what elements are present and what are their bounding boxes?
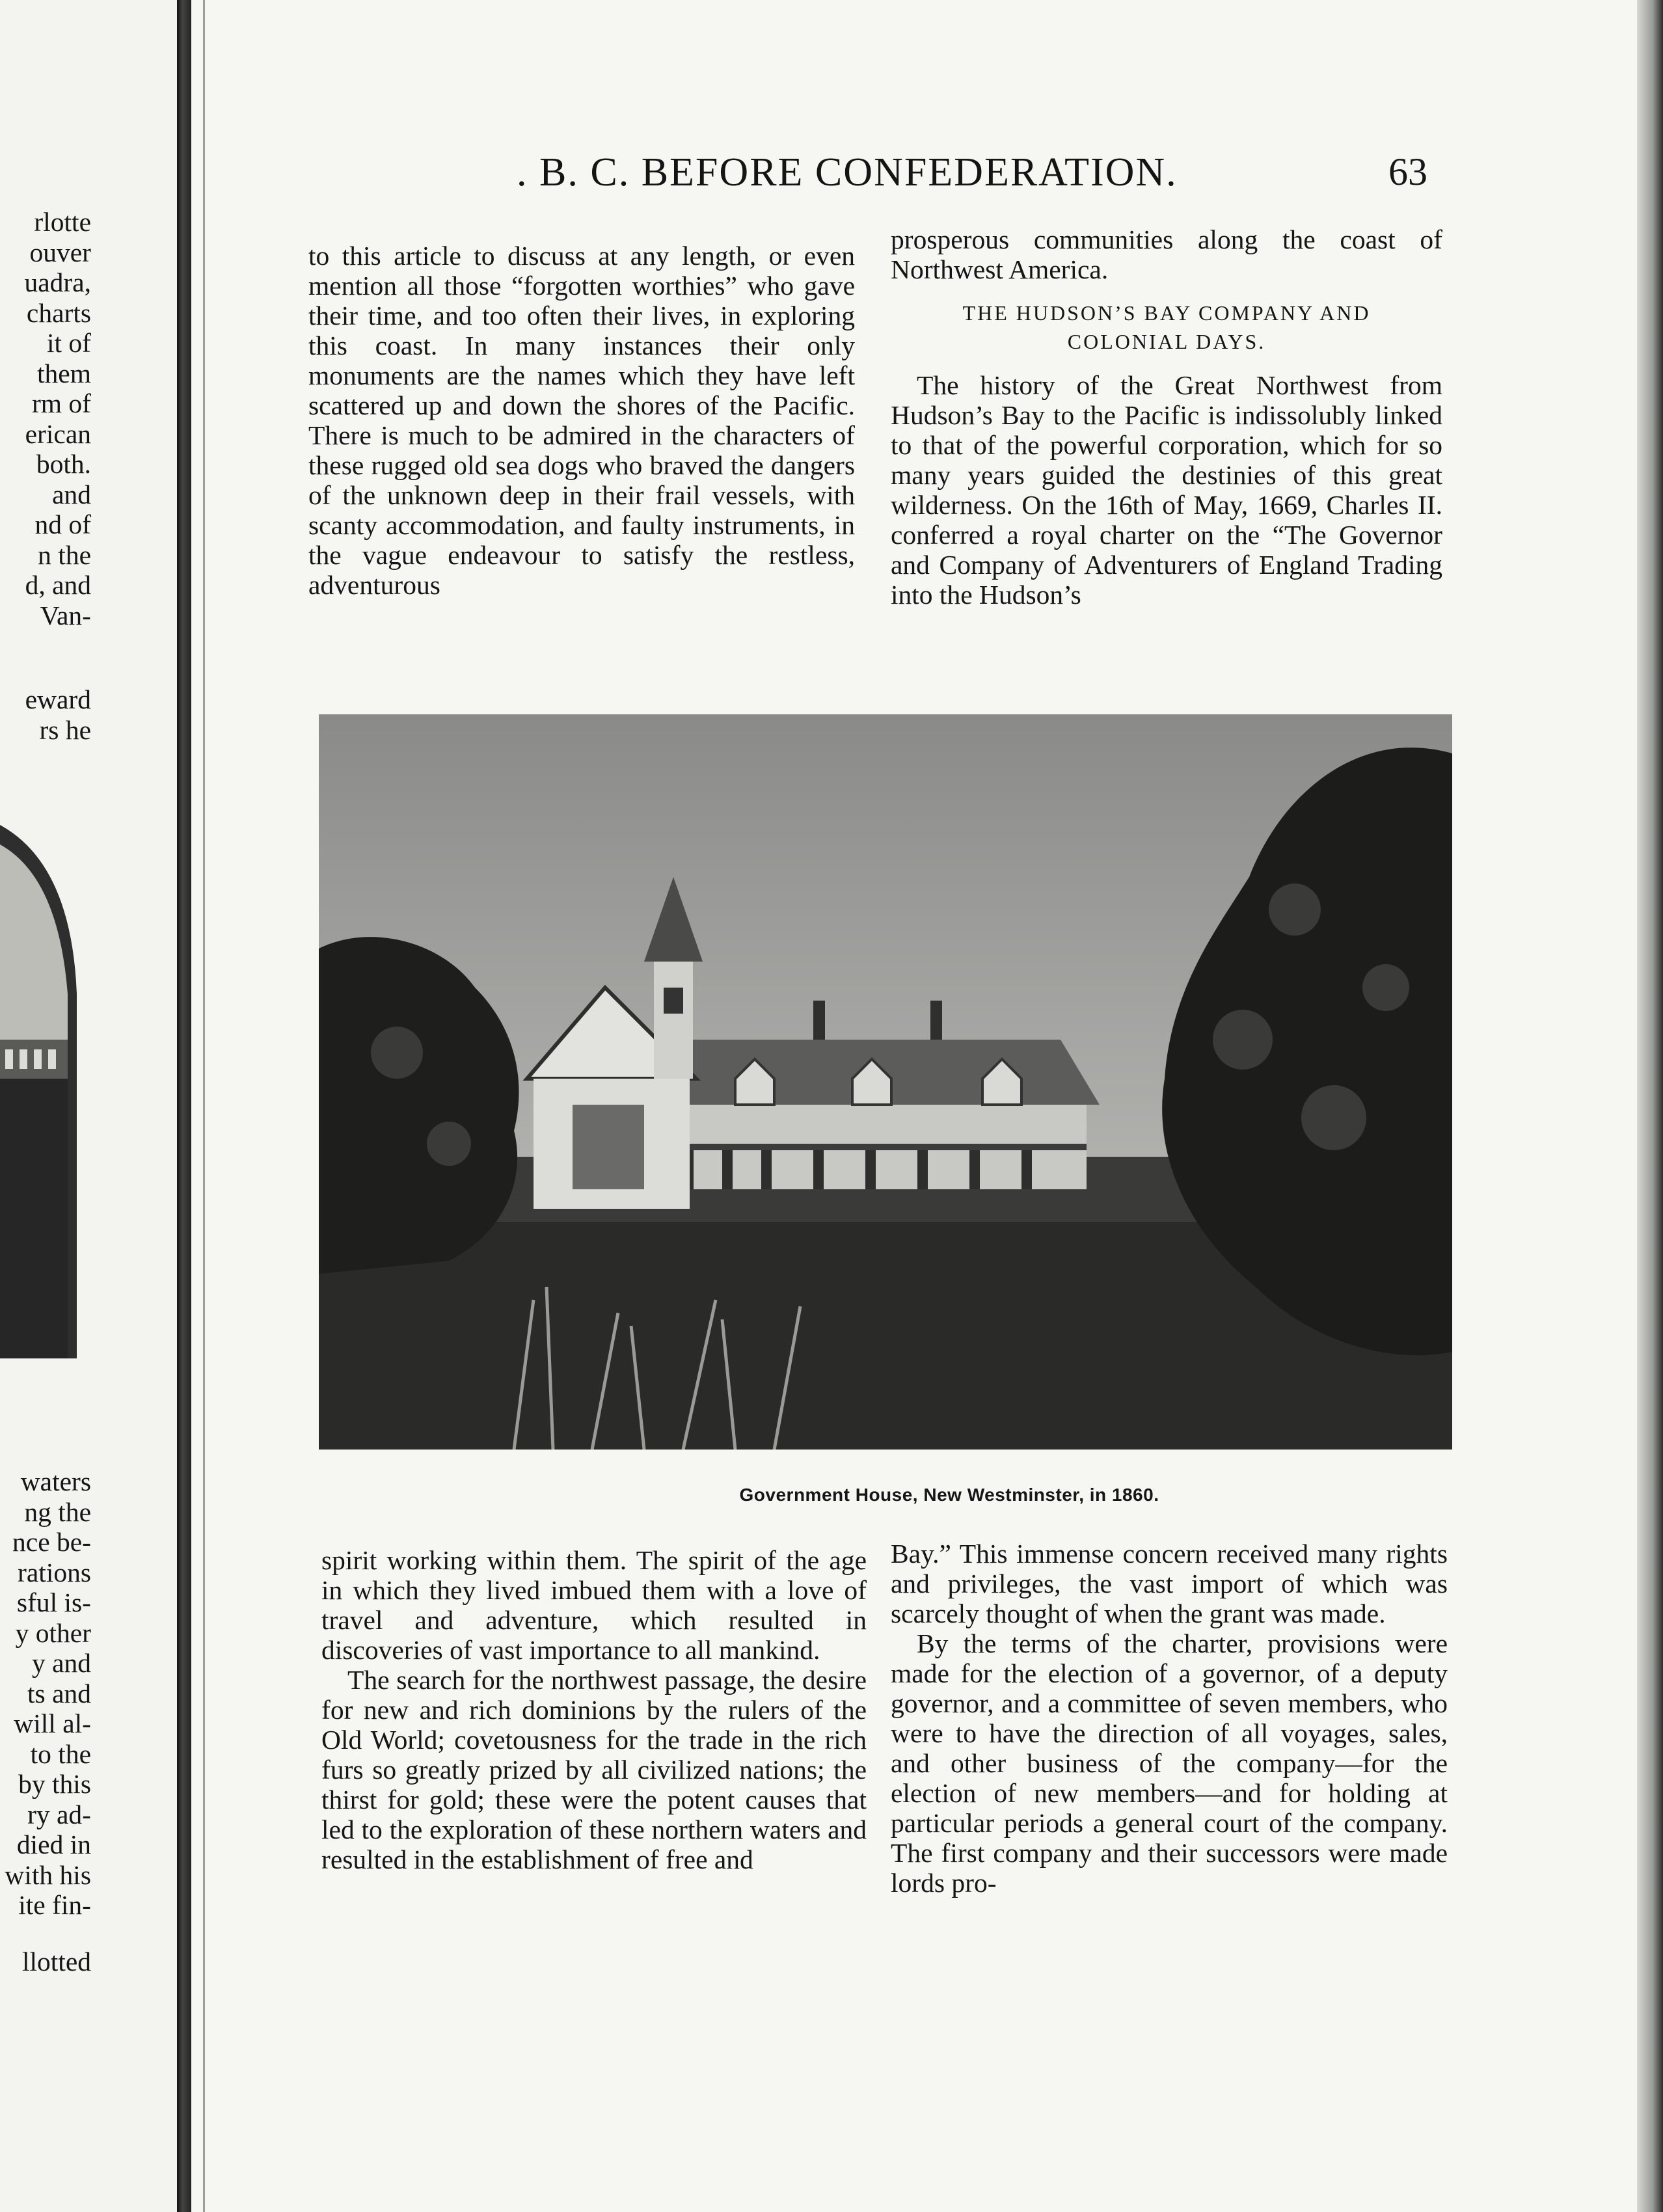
running-title: . B. C. BEFORE CONFEDERATION. xyxy=(517,150,1178,195)
left-fragment: d, and xyxy=(25,570,91,600)
section-heading xyxy=(891,299,1442,356)
left-fragment: ry ad- xyxy=(27,1799,91,1829)
left-fragment: ite fin- xyxy=(18,1890,91,1920)
paragraph: The search for the northwest passage, the desire for new and rich dominions by the rulers of the Old World; covetousness for the trade in the rich furs so greatly prized by all civilized nations; the thirst for gold; these were the potent causes that led to the exploration of these northern waters and resulted in the establishment of free and xyxy=(321,1665,867,1874)
left-fragment: n the xyxy=(38,539,91,570)
column-top-left xyxy=(308,241,855,600)
section-heading-line: THE HUDSON’S BAY COMPANY AND xyxy=(962,301,1371,325)
paragraph: The history of the Great Northwest from Hudson’s Bay to the Pacific is indissolubly linked to that of the powerful corporation, which for so many years guided the destinies of this great wilderness. On the 16th of May, 1669, Charles II. conferred a royal charter on the “The Governor and Company of Adventurers of England Trading into the Hudson’s xyxy=(891,370,1442,610)
left-fragment: uadra, xyxy=(24,267,91,297)
column-top-right xyxy=(891,224,1442,610)
left-fragment: rlotte xyxy=(34,207,91,237)
left-fragment: rations xyxy=(18,1557,91,1587)
paragraph: spirit working within them. The spirit of the age in which they lived imbued them with a love of travel and adventure, which resulted in discoveries of vast importance to all mankind. xyxy=(321,1545,867,1665)
paragraph: to this article to discuss at any length, or even mention all those “forgotten worthies” who gave their time, and too often their lives, in exploring this coast. In many instances their only monuments are the names which they have left scattered up and down the shores of the Pacific. There is much to be admired in the characters of these rugged old sea dogs who braved the dangers of the unknown deep in their frail vessels, with scanty accommodation, and faulty instruments, in the vague endeavour to satisfy the restless, adventurous xyxy=(308,241,855,600)
left-fragment: with his xyxy=(5,1859,91,1890)
page-number: 63 xyxy=(1388,150,1427,193)
column-bottom-right xyxy=(891,1539,1448,1898)
left-fragment: it of xyxy=(46,328,91,358)
left-page-photo-fragment xyxy=(0,825,77,1358)
left-fragment: eward xyxy=(25,684,91,714)
left-fragment: died in xyxy=(16,1829,91,1859)
government-house-photo xyxy=(319,714,1452,1450)
left-fragment: erican xyxy=(25,418,91,449)
left-fragment: y and xyxy=(31,1648,91,1678)
left-fragment: charts xyxy=(26,297,91,328)
left-page-text-mid xyxy=(0,684,91,745)
left-fragment: rm of xyxy=(31,388,91,418)
book-page xyxy=(191,0,1663,2212)
page-fold-line xyxy=(203,0,205,2212)
left-fragment: y other xyxy=(15,1617,91,1648)
paragraph: prosperous communities along the coast of Northwest America. xyxy=(891,224,1442,284)
left-fragment: to the xyxy=(30,1738,91,1769)
book-gutter xyxy=(177,0,191,2212)
left-facing-page xyxy=(0,0,181,2212)
paragraph: By the terms of the charter, provisions were made for the election of a governor, of a deputy governor, and a committee of seven members, who were to have the direction of all voyages, sales, and other business of the company—for the election of new members—and for holding at particular periods a general court of the company. The first company and their successors were made lords pro- xyxy=(891,1628,1448,1898)
left-fragment: by this xyxy=(18,1769,91,1799)
column-bottom-left xyxy=(321,1545,867,1874)
left-fragment: them xyxy=(37,358,91,388)
left-page-text-bottom xyxy=(0,1466,91,1921)
left-page-text-top xyxy=(0,207,91,630)
figure-photograph xyxy=(319,714,1452,1450)
left-fragment: and xyxy=(52,479,91,509)
left-fragment: waters xyxy=(20,1466,91,1496)
left-fragment: ts and xyxy=(27,1678,91,1708)
left-fragment: will al- xyxy=(14,1708,91,1738)
left-fragment: both. xyxy=(36,449,91,479)
figure-caption: Government House, New Westminster, in 1860. xyxy=(739,1485,1159,1505)
left-fragment: rs he xyxy=(39,714,91,745)
left-fragment: nd of xyxy=(34,509,91,539)
left-fragment: llotted xyxy=(21,1947,91,1976)
left-page-text-last xyxy=(0,1947,91,1977)
left-fragment: ng the xyxy=(24,1496,91,1527)
left-fragment: Van- xyxy=(40,600,91,630)
running-head xyxy=(191,150,1663,202)
paragraph: Bay.” This immense concern received many rights and privileges, the vast import of which was scarcely thought of when the grant was made. xyxy=(891,1539,1448,1628)
left-fragment: ouver xyxy=(29,237,91,267)
section-heading-line: COLONIAL DAYS. xyxy=(1067,330,1266,353)
left-fragment: nce be- xyxy=(12,1527,91,1557)
left-fragment: sful is- xyxy=(16,1587,91,1617)
page-edge-shadow xyxy=(1637,0,1663,2212)
